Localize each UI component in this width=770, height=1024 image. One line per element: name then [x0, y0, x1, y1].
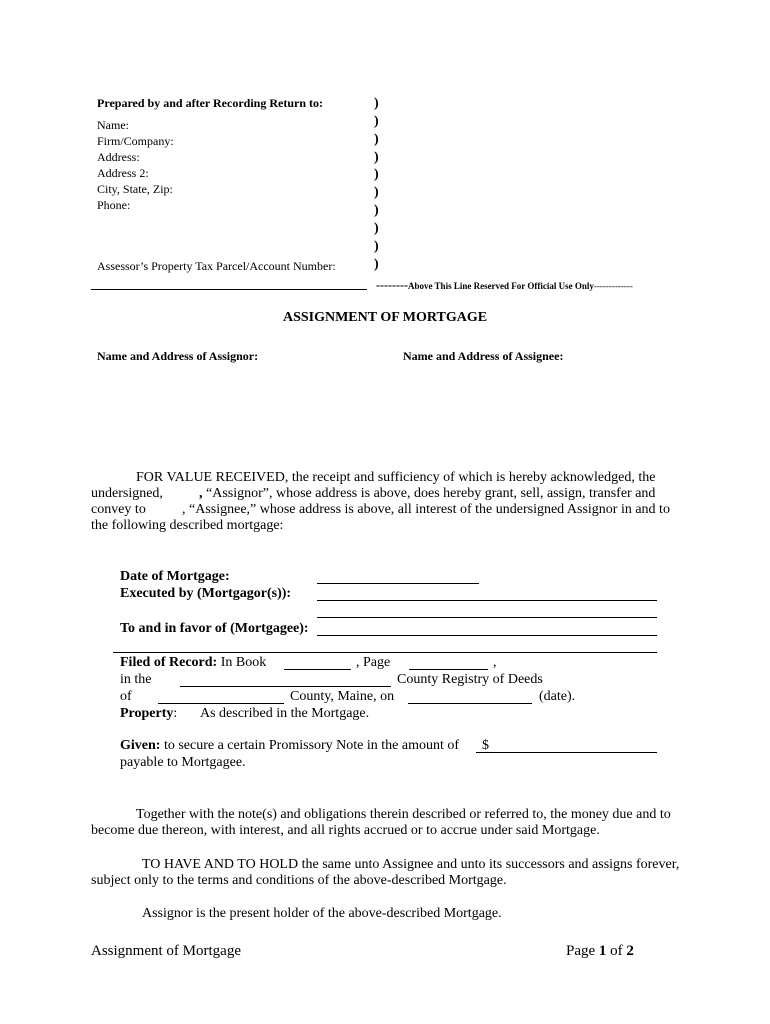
executed-by-label: Executed by (Mortgagor(s)):	[120, 586, 292, 601]
paren: )	[374, 185, 379, 200]
paren: )	[374, 239, 379, 254]
of-word: of	[610, 943, 623, 959]
together-line-2: become due thereon, with interest, and all rights accrued or to accrue under said Mortgage.	[91, 823, 600, 838]
property-colon: :	[173, 706, 178, 721]
date-of-mortgage-field[interactable]	[317, 583, 479, 584]
mortgagor-field[interactable]	[317, 600, 657, 601]
paren: )	[374, 167, 379, 182]
paren: )	[374, 132, 379, 147]
paren: )	[374, 203, 379, 218]
in-the-label: in the	[120, 672, 152, 687]
intro-line-4: the following described mortgage:	[91, 518, 284, 533]
document-title: ASSIGNMENT OF MORTGAGE	[282, 310, 488, 325]
mortgagee-field[interactable]	[317, 635, 657, 636]
payable-text: payable to Mortgagee.	[120, 755, 246, 770]
page-total: 2	[626, 943, 634, 959]
county-field[interactable]	[158, 703, 284, 704]
county-maine-label: County, Maine, on	[290, 689, 395, 704]
filed-of-record-label: Filed of Record:	[120, 655, 218, 670]
holder-statement: Assignor is the present holder of the above-described Mortgage.	[142, 906, 502, 921]
intro-line-3a: convey to	[91, 502, 146, 517]
intro-line-2b: “Assignor”, whose address is above, does hereby grant, sell, assign, transfer and	[206, 486, 656, 501]
paren: )	[374, 114, 379, 129]
mortgagee-label: To and in favor of (Mortgagee):	[120, 621, 309, 636]
given-label: Given:	[120, 738, 161, 753]
property-label: Property	[120, 706, 174, 721]
official-use-notice	[376, 276, 633, 294]
date-paren-label: (date).	[539, 689, 576, 704]
habendum-line-1: TO HAVE AND TO HOLD the same unto Assignee and unto its successors and assigns forever,	[142, 857, 680, 872]
county-registry-label: County Registry of Deeds	[397, 672, 543, 687]
page-word: Page	[566, 943, 596, 959]
page-number: 1	[598, 943, 607, 959]
given-row	[120, 738, 459, 754]
habendum-line-2: subject only to the terms and conditions of the above-described Mortgage.	[91, 873, 507, 888]
note-amount-field[interactable]	[476, 752, 657, 753]
given-text: to secure a certain Promissory Note in the amount of	[163, 738, 460, 753]
page-field[interactable]	[409, 669, 488, 670]
registry-county-field[interactable]	[180, 686, 391, 687]
date-of-mortgage-label: Date of Mortgage:	[120, 569, 230, 584]
reserved-text: Above This Line Reserved For Official Use Only	[407, 281, 594, 291]
recording-date-field[interactable]	[408, 703, 532, 704]
dollar-sign: $	[482, 738, 489, 753]
intro-line-3b: , “Assignee,” whose address is above, all interest of the undersigned Assignor in and to	[182, 502, 670, 517]
mortgagor-field-2[interactable]	[317, 617, 657, 618]
page-comma: ,	[493, 655, 497, 670]
paren: )	[374, 96, 379, 111]
assessor-parcel-label: Assessor’s Property Tax Parcel/Account Number:	[97, 259, 336, 273]
address2-field-label: Address 2:	[97, 166, 149, 180]
dashes-right: -------------	[593, 281, 633, 291]
name-field-label: Name:	[97, 118, 129, 132]
in-book-label: In Book	[220, 655, 267, 670]
assignor-label: Name and Address of Assignor:	[97, 349, 259, 363]
page-indicator	[566, 943, 634, 960]
property-row	[120, 706, 177, 722]
footer-title: Assignment of Mortgage	[91, 943, 241, 959]
page-label: , Page	[356, 655, 391, 670]
phone-field-label: Phone:	[97, 198, 131, 212]
intro-line-2-comma: ,	[199, 486, 203, 501]
city-state-zip-field-label: City, State, Zip:	[97, 182, 173, 196]
property-value: As described in the Mortgage.	[200, 706, 370, 721]
intro-line-1: FOR VALUE RECEIVED, the receipt and sufficiency of which is hereby acknowledged, the	[136, 470, 656, 485]
recording-divider-line	[91, 289, 367, 290]
paren: )	[374, 257, 379, 272]
of-label: of	[120, 689, 132, 704]
address-field-label: Address:	[97, 150, 140, 164]
paren: )	[374, 221, 379, 236]
book-field[interactable]	[284, 669, 351, 670]
intro-line-2a: undersigned,	[91, 486, 163, 501]
assignee-label: Name and Address of Assignee:	[403, 349, 564, 363]
together-line-1: Together with the note(s) and obligations therein described or referred to, the money due and to	[136, 807, 671, 822]
filed-of-record-row	[120, 655, 266, 671]
paren: )	[374, 150, 379, 165]
mortgage-separator-line	[113, 652, 657, 653]
prepared-by-heading: Prepared by and after Recording Return to:	[97, 96, 323, 110]
firm-field-label: Firm/Company:	[97, 134, 174, 148]
dashes-left: --------	[376, 278, 408, 292]
